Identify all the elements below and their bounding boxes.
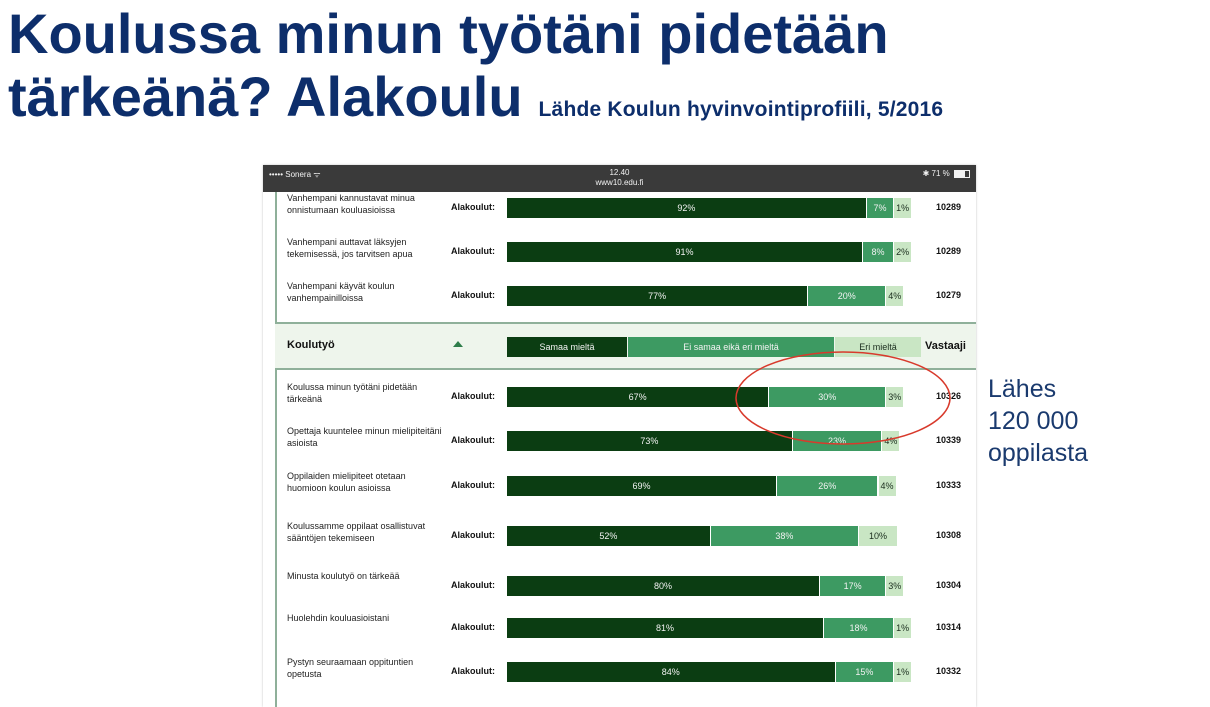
bar-segment-neutral: 18% — [823, 618, 893, 638]
battery-icon — [954, 170, 970, 178]
bar-segment-agree: 92% — [507, 198, 866, 218]
section-title: Koulutyö — [287, 339, 335, 351]
title-line-2 — [8, 65, 1203, 141]
row-group-label: Alakoulut: — [451, 246, 495, 256]
slide-title — [8, 2, 1203, 141]
bar-segment-neutral: 7% — [866, 198, 893, 218]
respondent-count: 10339 — [936, 435, 962, 445]
carrier-label: ••••• Sonera — [269, 170, 314, 179]
bar-segment-neutral: 23% — [792, 431, 882, 451]
left-rule — [275, 192, 277, 707]
bar-segment-neutral: 8% — [862, 242, 893, 262]
respondent-count: 10332 — [936, 666, 962, 676]
respondent-count: 10289 — [936, 202, 962, 212]
stacked-bar — [507, 576, 919, 596]
status-battery-label: ✱ 71 % — [922, 169, 950, 178]
stacked-bar — [507, 431, 919, 451]
row-label: Vanhempani kannustavat minua onnistumaan kouluasioissa — [287, 193, 415, 215]
respondent-count: 10326 — [936, 391, 962, 401]
bar-segment-disagree: 2% — [893, 242, 911, 262]
source-caption: Lähde Koulun hyvinvointiprofiili, 5/2016 — [538, 98, 944, 121]
stacked-bar — [507, 198, 919, 218]
status-center — [263, 168, 976, 188]
row-group-label: Alakoulut: — [451, 435, 495, 445]
respondent-count: 10304 — [936, 580, 962, 590]
row-label: Huolehdin kouluasioistani — [287, 613, 390, 623]
bar-segment-agree: 91% — [507, 242, 862, 262]
bar-segment-agree: 52% — [507, 526, 710, 546]
row-group-label: Alakoulut: — [451, 530, 495, 540]
legend-agree: Samaa mieltä — [507, 337, 627, 357]
row-label: Vanhempani auttavat läksyjen tekemisessä, jos tarvitsen apua — [287, 237, 413, 259]
status-right — [923, 169, 970, 178]
row-label: Minusta koulutyö on tärkeää — [287, 571, 400, 581]
wifi-icon: ᯤ — [313, 170, 321, 179]
bar-segment-disagree: 3% — [885, 387, 903, 407]
bar-segment-disagree: 4% — [881, 431, 899, 451]
bar-segment-agree: 67% — [507, 387, 768, 407]
respondent-count: 10289 — [936, 246, 962, 256]
annotation-line-2: 120 000 — [988, 407, 1079, 435]
bar-segment-neutral: 17% — [819, 576, 885, 596]
row-group-label: Alakoulut: — [451, 391, 495, 401]
status-time: 12.40 — [609, 168, 630, 177]
title-line-1: Koulussa minun työtäni pidetään — [8, 2, 889, 65]
title-line-2-text: tärkeänä? Alakoulu — [8, 65, 523, 128]
stacked-bar — [507, 618, 919, 638]
bar-segment-disagree: 10% — [858, 526, 897, 546]
row-label: Opettaja kuuntelee minun mielipiteitäni asioista — [287, 426, 442, 448]
respondent-count: 10308 — [936, 530, 962, 540]
row-label: Koulussamme oppilaat osallistuvat sääntöjen tekemiseen — [287, 521, 426, 543]
bar-segment-neutral: 15% — [835, 662, 894, 682]
bar-segment-agree: 77% — [507, 286, 807, 306]
bar-segment-agree: 84% — [507, 662, 835, 682]
battery-level — [955, 171, 965, 177]
embedded-screenshot — [263, 165, 976, 707]
chevron-up-icon[interactable] — [453, 341, 463, 347]
row-label: Koulussa minun työtäni pidetään tärkeänä — [287, 382, 418, 404]
row-group-label: Alakoulut: — [451, 290, 495, 300]
stacked-bar — [507, 286, 919, 306]
stacked-bar — [507, 242, 919, 262]
bar-segment-neutral: 38% — [710, 526, 858, 546]
stacked-bar — [507, 526, 919, 546]
bar-segment-disagree: 4% — [885, 286, 903, 306]
bar-segment-agree: 80% — [507, 576, 819, 596]
row-group-label: Alakoulut: — [451, 202, 495, 212]
bar-segment-neutral: 26% — [776, 476, 877, 496]
stacked-bar — [507, 662, 919, 682]
bar-segment-disagree: 1% — [893, 662, 911, 682]
respondent-count: 10314 — [936, 622, 962, 632]
stacked-bar — [507, 476, 919, 496]
row-group-label: Alakoulut: — [451, 580, 495, 590]
ios-status-bar — [263, 165, 976, 192]
bar-segment-neutral: 30% — [768, 387, 885, 407]
row-group-label: Alakoulut: — [451, 480, 495, 490]
respondent-count: 10333 — [936, 480, 962, 490]
respondents-header: Vastaaji — [925, 340, 966, 352]
bar-segment-agree: 69% — [507, 476, 776, 496]
respondent-count: 10279 — [936, 290, 962, 300]
row-group-label: Alakoulut: — [451, 622, 495, 632]
legend-neutral: Ei samaa eikä eri mieltä — [628, 337, 834, 357]
bar-segment-disagree: 4% — [878, 476, 896, 496]
stacked-bar — [507, 387, 919, 407]
bar-segment-disagree: 3% — [885, 576, 903, 596]
bar-segment-neutral: 20% — [807, 286, 885, 306]
row-group-label: Alakoulut: — [451, 666, 495, 676]
annotation-line-3: oppilasta — [988, 439, 1089, 467]
bar-segment-disagree: 1% — [893, 618, 911, 638]
status-url: www10.edu.fi — [595, 178, 644, 187]
section-header — [275, 322, 976, 370]
annotation-line-1: Lähes — [988, 375, 1057, 403]
annotation — [988, 373, 1088, 469]
bar-segment-agree: 73% — [507, 431, 792, 451]
row-label: Vanhempani käyvät koulun vanhempainilloissa — [287, 281, 395, 303]
row-label: Pystyn seuraamaan oppituntien opetusta — [287, 657, 414, 679]
row-label: Oppilaiden mielipiteet otetaan huomioon koulun asioissa — [287, 471, 406, 493]
bar-segment-agree: 81% — [507, 618, 823, 638]
bar-segment-disagree: 1% — [893, 198, 911, 218]
legend-disagree: Eri mieltä — [835, 337, 921, 357]
